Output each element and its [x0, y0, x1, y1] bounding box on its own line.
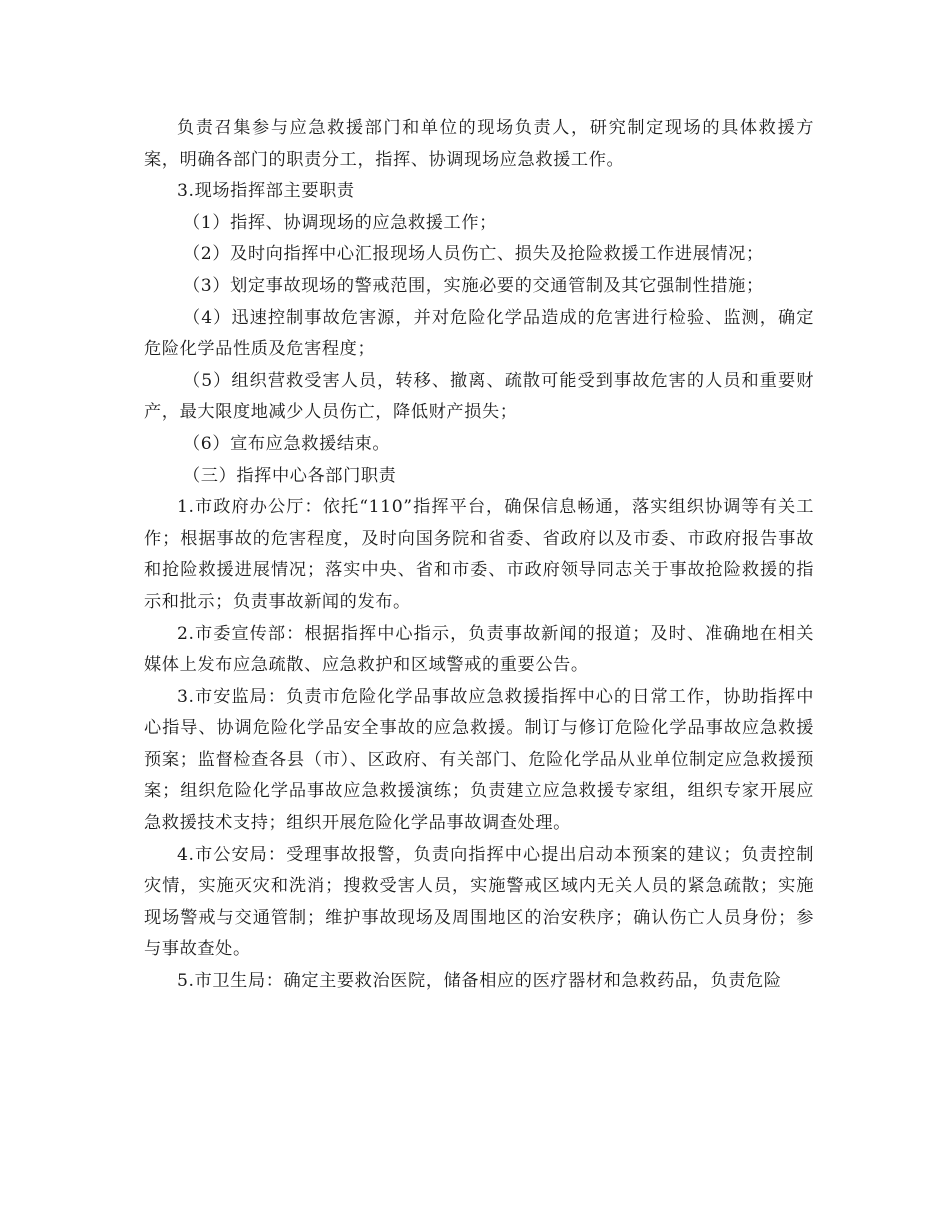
paragraph: 5.市卫生局：确定主要救治医院，储备相应的医疗器材和急救药品，负责危险 [177, 971, 782, 992]
paragraph: 1.市政府办公厅：依托“110”指挥平台，确保信息畅通，落实组织协调等有关工作；根据事故的危害程度，及时向国务院和省委、省政府以及市委、市政府报告事故和抢险救援进展情况；落实中央、省和市委、市政府领导同志关于事故抢险救援的指示和批示；负责事故新闻的发布。 [144, 497, 814, 612]
section-heading: 3.现场指挥部主要职责 [177, 181, 355, 202]
list-item: （5）组织营救受害人员，转移、撤离、疏散可能受到事故危害的人员和重要财产，最大限度地减少人员伤亡，降低财产损失； [144, 370, 814, 423]
paragraph: 2.市委宣传部：根据指挥中心指示，负责事故新闻的报道；及时、准确地在相关媒体上发布应急疏散、应急救护和区域警戒的重要公告。 [144, 623, 814, 676]
list-item: （4）迅速控制事故危害源，并对危险化学品造成的危害进行检验、监测，确定危险化学品性质及危害程度； [144, 307, 814, 360]
list-item: （3）划定事故现场的警戒范围，实施必要的交通管制及其它强制性措施； [183, 275, 764, 296]
paragraph: 4.市公安局：受理事故报警，负责向指挥中心提出启动本预案的建议；负责控制灾情，实施灭灾和洗消；搜救受害人员，实施警戒区域内无关人员的紧急疏散；实施现场警戒与交通管制；维护事故现场及周围地区的治安秩序；确认伤亡人员身份；参与事故查处。 [144, 844, 814, 960]
list-item: （6）宣布应急救援结束。 [183, 433, 391, 454]
list-item: （2）及时向指挥中心汇报现场人员伤亡、损失及抢险救援工作进展情况； [183, 244, 764, 265]
list-item: （1）指挥、协调现场的应急救援工作； [183, 212, 497, 233]
paragraph: 3.市安监局：负责市危险化学品事故应急救援指挥中心的日常工作，协助指挥中心指导、协调危险化学品安全事故的应急救援。制订与修订危险化学品事故应急救援预案；监督检查各县（市）、区政府、有关部门、危险化学品从业单位制定应急救援预案；组织危险化学品事故应急救援演练；负责建立应急救援专家组，组织专家开展应急救援技术支持；组织开展危险化学品事故调查处理。 [144, 686, 814, 834]
document-body [144, 113, 814, 998]
section-heading: （三）指挥中心各部门职责 [183, 465, 397, 486]
paragraph: 负责召集参与应急救援部门和单位的现场负责人，研究制定现场的具体救援方案，明确各部门的职责分工，指挥、协调现场应急救援工作。 [144, 118, 814, 170]
